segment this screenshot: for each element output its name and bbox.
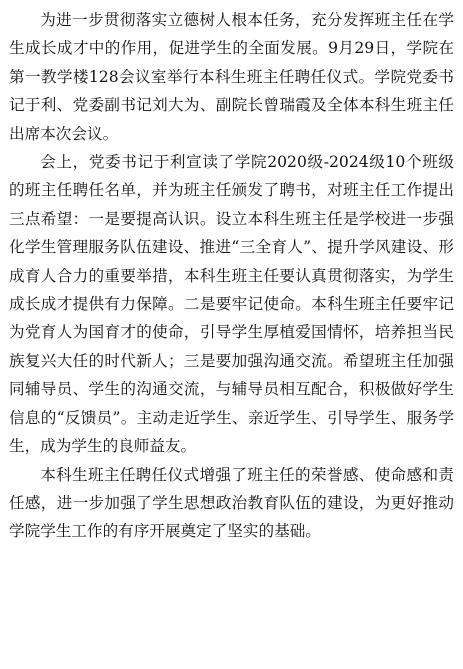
paragraph-meeting: 会上，党委书记于利宣读了学院2020级-2024级10个班级的班主任聘任名单，并为班主任颁发了聘书，对班主任工作提出三点希望：一是要提高认识。设立本科生班主任是学校进一步强化学生管理服务队伍建设、推进“三全育人”、提升学风建设、形成育人合力的重要举措，本科生班主任要认真贯彻落实，为学生成长成才提供有力保障。二是要牢记使命。本科生班主任要牢记为党育人为国育才的使命，引导学生厚植爱国情怀，培养担当民族复兴大任的时代新人；三是要加强沟通交流。希望班主任加强同辅导员、学生的沟通交流，与辅导员相互配合，积极做好学生信息的“反馈员”。主动走近学生、亲近学生、引导学生、服务学生，成为学生的良师益友。: [9, 153, 454, 456]
paragraph-conclusion: 本科生班主任聘任仪式增强了班主任的荣誉感、使命感和责任感，进一步加强了学生思想政治教育队伍的建设，为更好推动学院学生工作的有序开展奠定了坚实的基础。: [9, 465, 454, 541]
paragraph-intro: 为进一步贯彻落实立德树人根本任务，充分发挥班主任在学生成长成才中的作用，促进学生的全面发展。9月29日，学院在第一教学楼128会议室举行本科生班主任聘任仪式。学院党委书记于利、党委副书记刘大为、副院长曾瑞霞及全体本科生班主任出席本次会议。: [9, 11, 454, 143]
